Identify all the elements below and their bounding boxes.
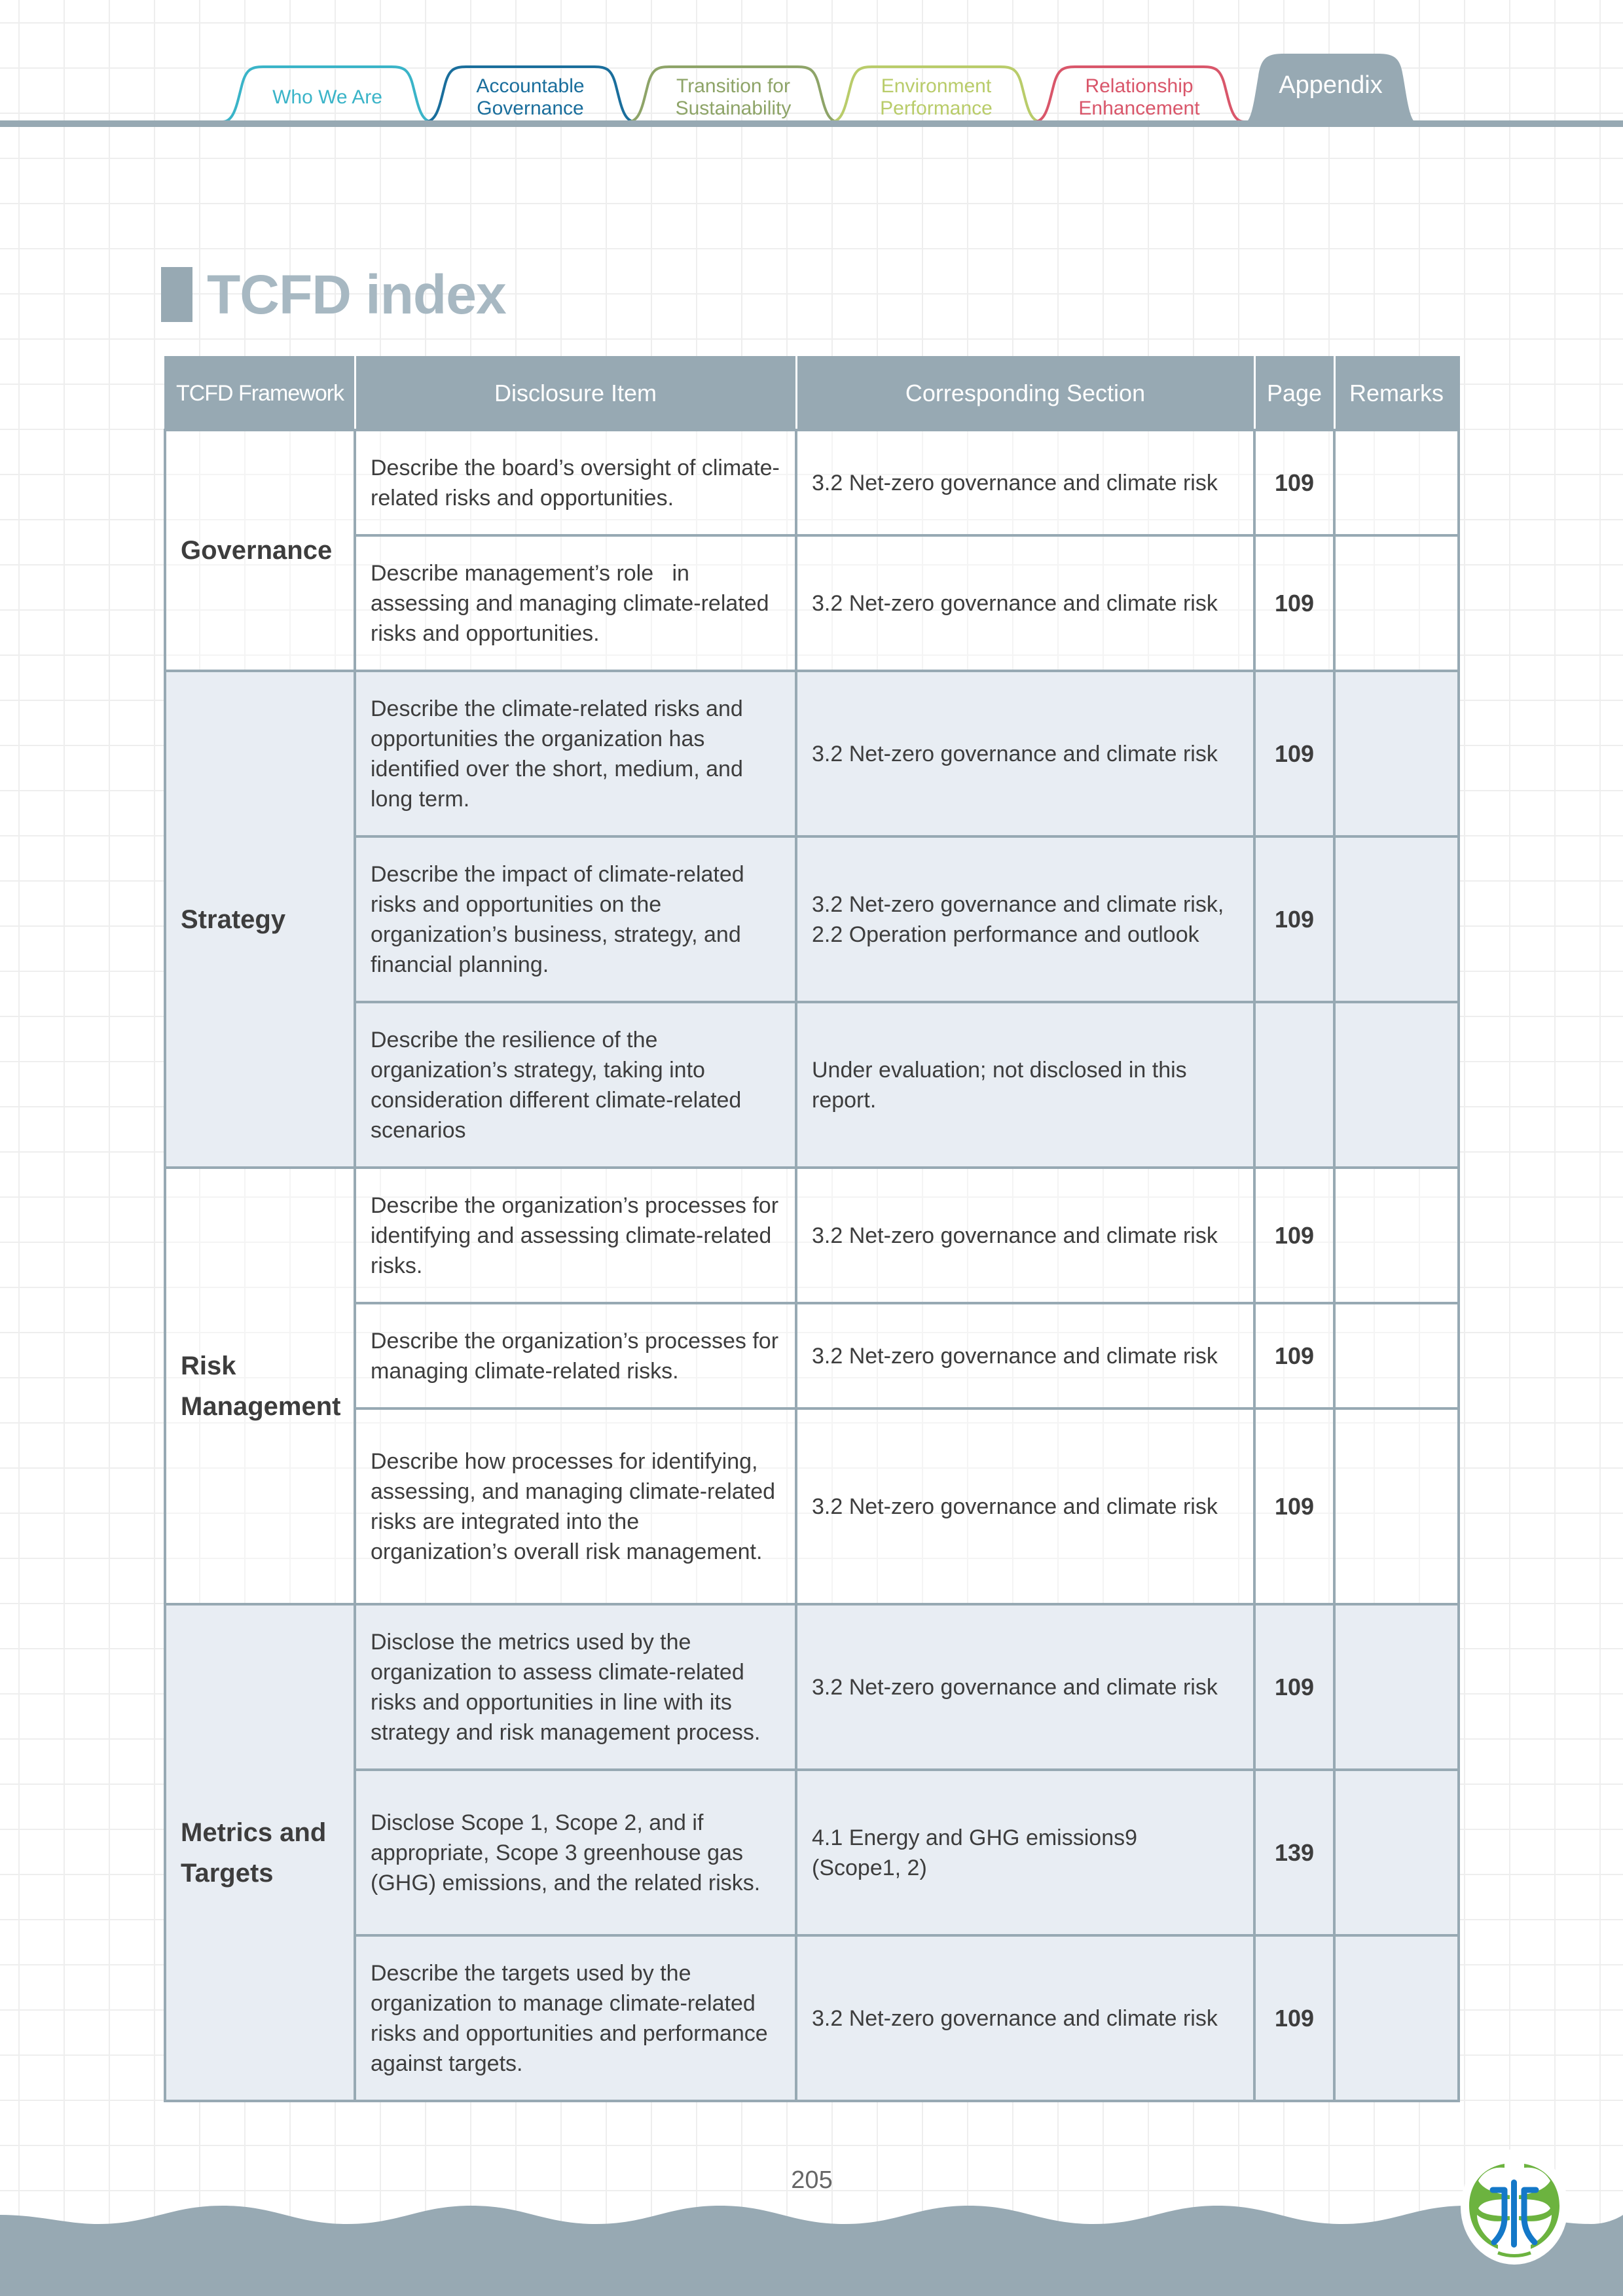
table-row <box>165 1935 1459 2101</box>
remarks-cell <box>1334 836 1459 1002</box>
disclosure-item-cell: Describe the targets used by the organization to manage climate-related risks and opportunities and performance against targets. <box>355 1935 796 2101</box>
page-cell: 109 <box>1254 1604 1334 1770</box>
tcfd-index-table <box>164 356 1460 2102</box>
framework-cell-governance: Governance <box>165 430 355 671</box>
remarks-cell <box>1334 1604 1459 1770</box>
section-cell: 3.2 Net-zero governance and climate risk <box>796 1303 1254 1408</box>
remarks-cell <box>1334 671 1459 836</box>
disclosure-item-cell: Describe the impact of climate-related risks and opportunities on the organization’s business, strategy, and financial planning. <box>355 836 796 1002</box>
framework-cell-risk-management: Risk Management <box>165 1168 355 1604</box>
section-cell: 3.2 Net-zero governance and climate risk <box>796 1935 1254 2101</box>
section-cell: Under evaluation; not disclosed in this report. <box>796 1002 1254 1168</box>
header-remarks: Remarks <box>1334 357 1459 431</box>
table-row <box>165 1604 1459 1770</box>
remarks-cell <box>1334 1303 1459 1408</box>
tab-label: Relationship Enhancement <box>1078 75 1200 119</box>
page-title: TCFD index <box>207 263 506 325</box>
section-cell: 3.2 Net-zero governance and climate risk <box>796 430 1254 535</box>
section-cell: 3.2 Net-zero governance and climate risk <box>796 535 1254 671</box>
framework-cell-metrics-and-targets: Metrics and Targets <box>165 1604 355 2101</box>
header-page: Page <box>1254 357 1334 431</box>
tab-appendix[interactable] <box>1244 52 1417 123</box>
footer-wave-decoration <box>0 2199 1623 2296</box>
section-cell: 4.1 Energy and GHG emissions9 (Scope1, 2) <box>796 1770 1254 1935</box>
disclosure-item-cell: Disclose the metrics used by the organization to assess climate-related risks and opportunities in line with its strategy and risk management process. <box>355 1604 796 1770</box>
page-cell: 109 <box>1254 1168 1334 1303</box>
table-row <box>165 535 1459 671</box>
remarks-cell <box>1334 1168 1459 1303</box>
tab-label: Accountable Governance <box>476 75 585 119</box>
page-cell: 109 <box>1254 1303 1334 1408</box>
tab-environment-performance[interactable] <box>831 64 1041 123</box>
tab-label: Who We Are <box>272 86 382 108</box>
tab-accountable-governance[interactable] <box>426 64 635 123</box>
tab-bar-divider <box>0 120 1623 127</box>
table-row <box>165 836 1459 1002</box>
header-corresponding-section: Corresponding Section <box>796 357 1254 431</box>
section-cell: 3.2 Net-zero governance and climate risk <box>796 1604 1254 1770</box>
tab-label: Appendix <box>1279 71 1383 99</box>
page-cell: 139 <box>1254 1770 1334 1935</box>
disclosure-item-cell: Describe the resilience of the organization’s strategy, taking into consideration different climate-related scenarios <box>355 1002 796 1168</box>
section-cell: 3.2 Net-zero governance and climate risk, 2.2 Operation performance and outlook <box>796 836 1254 1002</box>
tab-relationship-enhancement[interactable] <box>1034 64 1244 123</box>
tab-transition-for-sustainability[interactable] <box>629 64 838 123</box>
section-cell: 3.2 Net-zero governance and climate risk <box>796 671 1254 836</box>
section-cell: 3.2 Net-zero governance and climate risk <box>796 1408 1254 1604</box>
disclosure-item-cell: Describe the board’s oversight of climate-related risks and opportunities. <box>355 430 796 535</box>
table-row <box>165 1770 1459 1935</box>
disclosure-item-cell: Describe the organization’s processes for managing climate-related risks. <box>355 1303 796 1408</box>
page-cell: 109 <box>1254 430 1334 535</box>
page-heading <box>161 265 506 324</box>
remarks-cell <box>1334 1408 1459 1604</box>
company-logo-icon <box>1459 2147 1570 2265</box>
page-cell: 109 <box>1254 1935 1334 2101</box>
remarks-cell <box>1334 535 1459 671</box>
disclosure-item-cell: Describe the organization’s processes for identifying and assessing climate-related risks. <box>355 1168 796 1303</box>
page-cell: 109 <box>1254 671 1334 836</box>
page-cell: 109 <box>1254 535 1334 671</box>
header-tcfd-framework: TCFD Framework <box>165 357 355 431</box>
table-row <box>165 1408 1459 1604</box>
table-header-row <box>165 357 1459 431</box>
table-row <box>165 1168 1459 1303</box>
disclosure-item-cell: Describe how processes for identifying, assessing, and managing climate-related risks are integrated into the organization’s overall risk management. <box>355 1408 796 1604</box>
tab-who-we-are[interactable] <box>223 64 432 123</box>
table-row <box>165 1002 1459 1168</box>
header-disclosure-item: Disclosure Item <box>355 357 796 431</box>
table-row <box>165 1303 1459 1408</box>
table-row <box>165 671 1459 836</box>
tab-label: Transition for Sustainability <box>675 75 792 119</box>
page-cell <box>1254 1002 1334 1168</box>
table-row <box>165 430 1459 535</box>
chapter-tab-bar <box>0 0 1623 131</box>
section-cell: 3.2 Net-zero governance and climate risk <box>796 1168 1254 1303</box>
remarks-cell <box>1334 1770 1459 1935</box>
tab-label: Environment Performance <box>880 75 993 119</box>
remarks-cell <box>1334 1002 1459 1168</box>
page-cell: 109 <box>1254 1408 1334 1604</box>
disclosure-item-cell: Describe management’s role in assessing and managing climate-related risks and opportunities. <box>355 535 796 671</box>
page-number: 205 <box>791 2166 833 2194</box>
remarks-cell <box>1334 430 1459 535</box>
framework-cell-strategy: Strategy <box>165 671 355 1168</box>
disclosure-item-cell: Disclose Scope 1, Scope 2, and if appropriate, Scope 3 greenhouse gas (GHG) emissions, and the related risks. <box>355 1770 796 1935</box>
disclosure-item-cell: Describe the climate-related risks and opportunities the organization has identified over the short, medium, and long term. <box>355 671 796 836</box>
title-accent-bar <box>161 267 192 322</box>
page-cell: 109 <box>1254 836 1334 1002</box>
remarks-cell <box>1334 1935 1459 2101</box>
